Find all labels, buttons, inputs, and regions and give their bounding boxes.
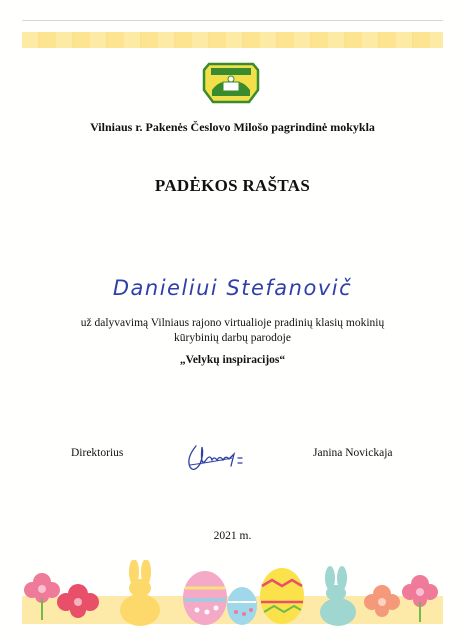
document-title: PADĖKOS RAŠTAS <box>154 176 311 195</box>
award-reason-line-1: už dalyvavimą Vilniaus rajono virtualioje pradinių klasių mokinių <box>80 317 385 329</box>
signature-icon <box>182 440 252 474</box>
certificate-year: 2021 m. <box>213 530 252 542</box>
recipient-name: Danieliui Stefanovič <box>112 276 353 300</box>
bunny-icon <box>320 566 356 626</box>
award-reason <box>60 316 405 346</box>
director-label: Direktorius <box>71 447 124 459</box>
flower-icon <box>402 575 438 622</box>
bunny-icon <box>120 560 160 626</box>
easter-egg-icon <box>260 568 304 624</box>
top-rule <box>22 20 443 21</box>
easter-egg-icon <box>183 571 227 625</box>
easter-egg-icon <box>227 587 257 625</box>
flower-icon <box>364 585 400 617</box>
director-name: Janina Novickaja <box>313 447 393 459</box>
school-logo-icon <box>201 60 261 106</box>
easter-decoration <box>22 560 443 626</box>
event-name: „Velykų inspiracijos“ <box>179 354 286 366</box>
flower-icon <box>57 584 99 618</box>
flower-icon <box>24 573 60 620</box>
award-reason-line-2: kūrybinių darbų parodoje <box>174 332 291 344</box>
school-name: Vilniaus r. Pakenės Česlovo Milošo pagrindinė mokykla <box>90 120 375 134</box>
top-decorative-stripe <box>22 32 443 48</box>
